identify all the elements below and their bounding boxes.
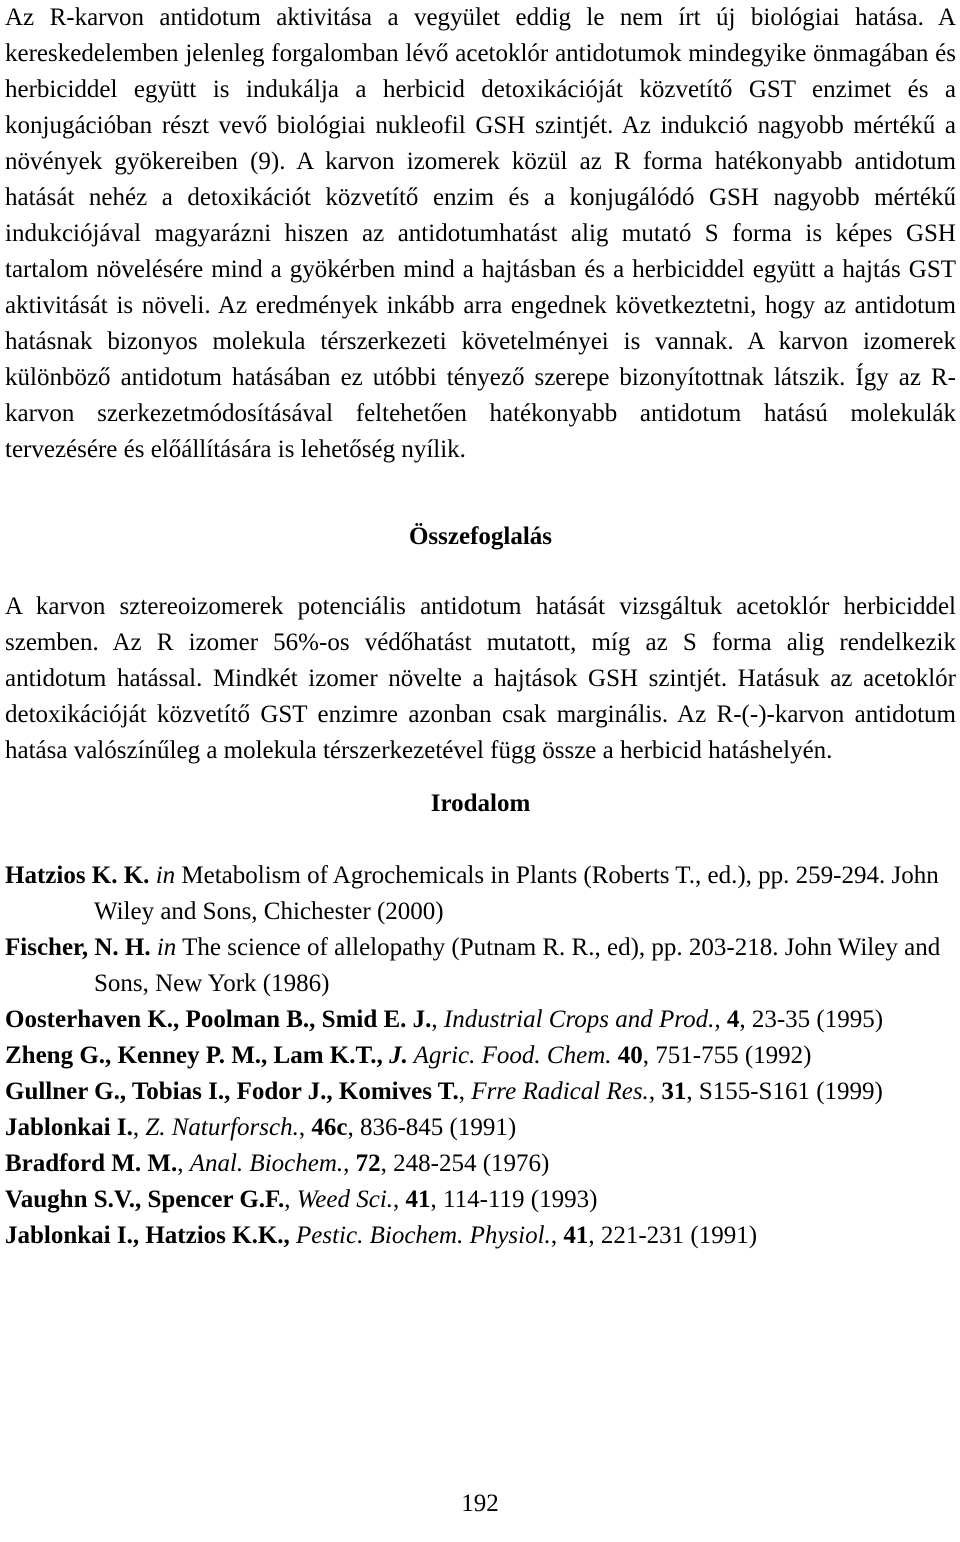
reference-in: in: [156, 934, 177, 961]
reference-authors: Jablonkai I., Hatzios K.K.,: [5, 1222, 290, 1249]
reference-rest: , 836-845 (1991): [347, 1114, 517, 1141]
reference-authors: Gullner G., Tobias I., Fodor J., Komives T.: [5, 1078, 459, 1105]
reference-volume: 41: [563, 1222, 589, 1249]
reference-authors: Zheng G., Kenney P. M., Lam K.T.,: [5, 1042, 390, 1069]
reference-rest: , S155-S161 (1999): [686, 1078, 883, 1105]
reference-volume: 4: [726, 1006, 740, 1033]
reference-authors: Fischer, N. H.: [5, 934, 151, 961]
reference-rest: , 248-254 (1976): [380, 1150, 550, 1177]
reference-journal: Industrial Crops and Prod.,: [443, 1006, 721, 1033]
reference-authors: Hatzios K. K.: [5, 862, 150, 889]
reference-rest: , 221-231 (1991): [588, 1222, 758, 1249]
reference-journal: Z. Naturforsch.: [145, 1114, 299, 1141]
reference-sep: ,: [458, 1078, 472, 1105]
reference-rest: The science of allelopathy (Putnam R. R., ed), pp. 203-218. John Wiley and Sons, New York (1986): [94, 934, 941, 997]
reference-in: in: [155, 862, 176, 889]
reference-authors: Oosterhaven K., Poolman B., Smid E. J.: [5, 1006, 432, 1033]
reference-item: [5, 1038, 956, 1074]
reference-sep: ,: [298, 1114, 312, 1141]
intro-paragraph: Az R-karvon antidotum aktivitása a vegyület eddig le nem írt új biológiai hatása. A kereskedelemben jelenleg forgalomban lévő acetoklór antidotumok mindegyike önmagában és herbiciddel együtt is indukálja a herbicid detoxikációját közvetítő GST enzimet és a konjugációban részt vevő biológiai nukleofil GSH szintjét. Az indukció nagyobb mértékű a növények gyökereiben (9). A karvon izomerek közül az R forma hatékonyabb antidotum hatását nehéz a detoxikációt közvetítő enzim és a konjugálódó GSH nagyobb mértékű indukciójával magyarázni hiszen az antidotumhatást alig mutató S forma is képes GSH tartalom növelésére mind a gyökérben mind a hajtásban és a herbiciddel együtt a hajtás GST aktivitását is növeli. Az eredmények inkább arra engednek következtetni, hogy az antidotum hatásnak bizonyos molekula térszerkezeti követelményei is vannak. A karvon izomerek különböző antidotum hatásában ez utóbbi tényező szerepe bizonyítottnak látszik. Így az R-karvon szerkezetmódosításával feltehetően hatékonyabb antidotum hatású molekulák tervezésére és előállítására is lehetőség nyílik.: [5, 4, 956, 463]
reference-rest: , 23-35 (1995): [739, 1006, 884, 1033]
reference-sep: ,: [132, 1114, 146, 1141]
summary-heading: Összefoglalás: [408, 523, 553, 550]
reference-sep: ,: [177, 1150, 190, 1177]
reference-journal: Weed Sci.: [296, 1186, 394, 1213]
reference-item: [5, 1110, 956, 1146]
reference-item: [5, 1218, 956, 1254]
reference-authors: Vaughn S.V., Spencer G.F.: [5, 1186, 285, 1213]
reference-list: [5, 858, 956, 1254]
reference-sep: ,: [550, 1222, 564, 1249]
page-number: 192: [461, 1490, 499, 1517]
reference-journal-initial: J.: [389, 1042, 408, 1069]
references-heading: Irodalom: [430, 790, 531, 817]
reference-volume: 72: [355, 1150, 381, 1177]
reference-item: [5, 858, 956, 930]
reference-sep: ,: [284, 1186, 297, 1213]
reference-rest: , 751-755 (1992): [642, 1042, 812, 1069]
reference-authors: Bradford M. M.: [5, 1150, 178, 1177]
summary-paragraph: A karvon sztereoizomerek potenciális antidotum hatását vizsgáltuk acetoklór herbiciddel szemben. Az R izomer 56%-os védőhatást mutatott, míg az S forma alig rendelkezik antidotum hatással. Mindkét izomer növelte a hajtások GSH szintjét. Hatásuk az acetoklór detoxikációját közvetítő GST enzimre azonban csak marginális. Az R-(-)-karvon antidotum hatása valószínűleg a molekula térszerkezetével függ össze a herbicid hatáshelyén.: [5, 593, 956, 764]
reference-authors: Jablonkai I.: [5, 1114, 133, 1141]
reference-volume: 40: [617, 1042, 643, 1069]
reference-sep: ,: [343, 1150, 356, 1177]
reference-sep: ,: [393, 1186, 406, 1213]
reference-volume: 31: [661, 1078, 687, 1105]
reference-volume: 46c: [311, 1114, 348, 1141]
paper-page: [5, 0, 956, 1254]
reference-rest: Metabolism of Agrochemicals in Plants (Roberts T., ed.), pp. 259-294. John Wiley and Sons, Chichester (2000): [94, 862, 939, 925]
reference-journal: Agric. Food. Chem.: [407, 1042, 612, 1069]
reference-journal: Anal. Biochem.: [189, 1150, 344, 1177]
reference-rest: , 114-119 (1993): [430, 1186, 598, 1213]
reference-item: [5, 1146, 956, 1182]
reference-volume: 41: [405, 1186, 431, 1213]
reference-sep: ,: [431, 1006, 444, 1033]
reference-item: [5, 1182, 956, 1218]
reference-item: [5, 930, 956, 1002]
reference-sep: ,: [648, 1078, 662, 1105]
reference-item: [5, 1002, 956, 1038]
reference-item: [5, 1074, 956, 1110]
reference-journal: Frre Radical Res.: [471, 1078, 649, 1105]
reference-journal: Pestic. Biochem. Physiol.: [296, 1222, 551, 1249]
